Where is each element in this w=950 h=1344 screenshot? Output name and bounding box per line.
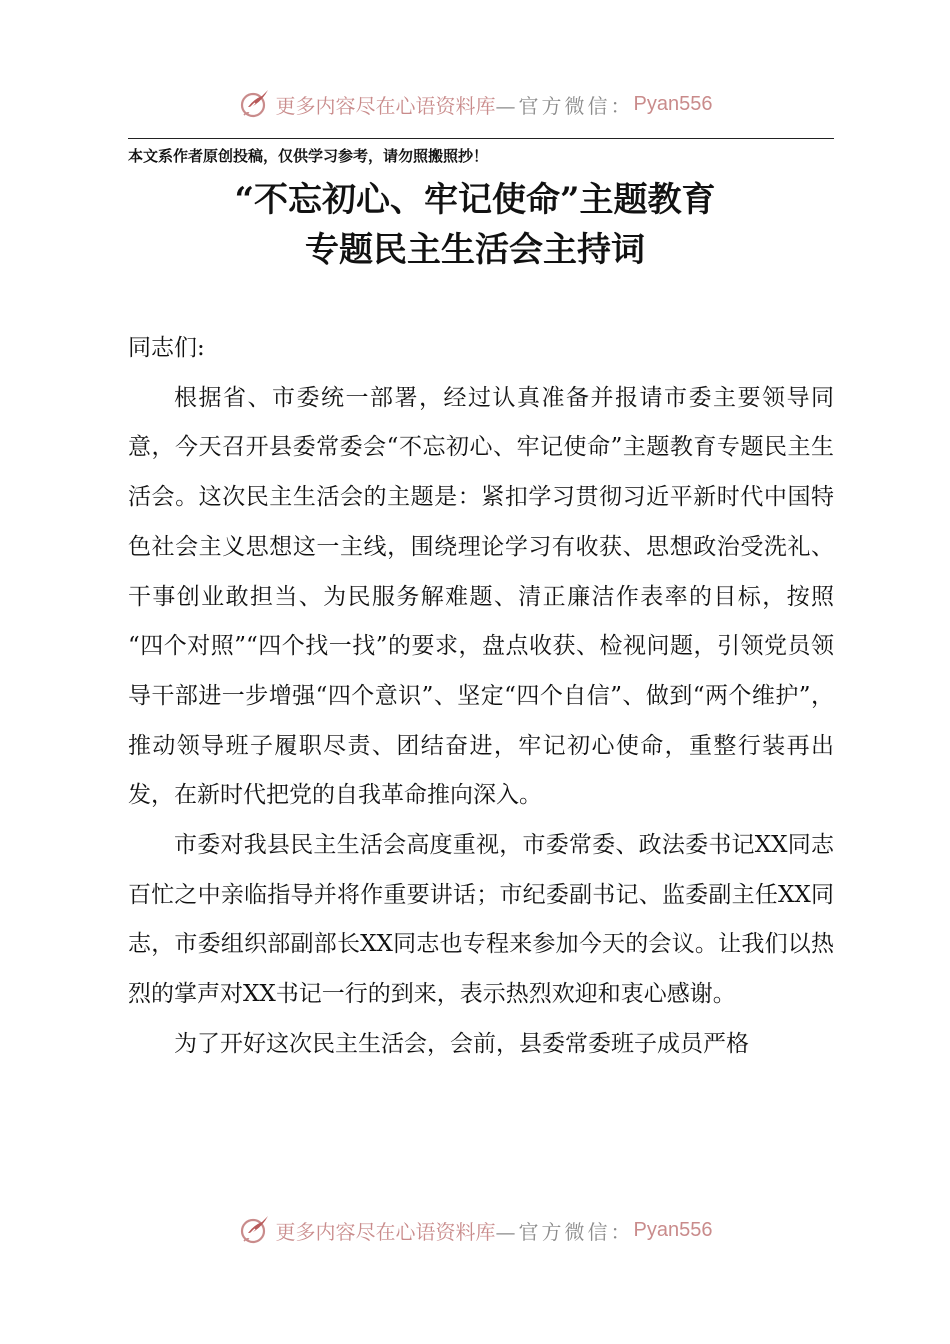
footer-watermark: [0, 1210, 950, 1250]
body-paragraph: 为了开好这次民主生活会，会前，县委常委班子成员严格: [174, 1030, 749, 1057]
footer-brand-text: 更多内容尽在心语资料库: [275, 1219, 496, 1244]
quill-logo-icon: [238, 87, 272, 121]
footer-wechat-id: Pyan556: [633, 1218, 713, 1241]
header-watermark: [0, 84, 950, 124]
salutation: 同志们:: [128, 335, 205, 361]
header-brand-separator: —官方微信：: [495, 93, 634, 118]
header-brand-text: 更多内容尽在心语资料库: [275, 93, 496, 118]
header-divider: [128, 138, 834, 139]
document-title-line-1: “不忘初心、牢记使命”主题教育: [234, 180, 716, 220]
footer-brand-separator: —官方微信：: [495, 1219, 634, 1244]
document-title-line-2: 专题民主生活会主持词: [305, 230, 645, 270]
body-paragraph: 根据省、市委统一部署，经过认真准备并报请市委主要领导同意，今天召开县委常委会“不忘初心、牢记使命”主题教育专题民主生活会。这次民主生活会的主题是：紧扣学习贯彻习近平新时代中国特色社会主义思想这一主线，围绕理论学习有收获、思想政治受洗礼、干事创业敢担当、为民服务解难题、清正廉洁作表率的目标，按照 “四个对照”“四个找一找”的要求，盘点收获、检视问题，引领党员领导干部进一步增强“四个意识”、坚定“四个自信”、做到“两个维护”，推动领导班子履职尽责、团结奋进，牢记初心使命，重整行装再出发，在新时代把党的自我革命推向深入。: [128, 384, 834, 809]
quill-logo-icon: [238, 1213, 272, 1247]
document-body: [128, 324, 834, 1070]
body-paragraph: 市委对我县民主生活会高度重视，市委常委、政法委书记XX同志百忙之中亲临指导并将作重要讲话；市纪委副书记、监委副主任XX同志，市委组织部副部长XX同志也专程来参加今天的会议。让我们以热烈的掌声对XX书记一行的到来，表示热烈欢迎和衷心感谢。: [128, 832, 834, 1008]
header-wechat-id: Pyan556: [633, 92, 713, 115]
copyright-notice: 本文系作者原创投稿，仅供学习参考，请勿照搬照抄！: [128, 147, 489, 165]
